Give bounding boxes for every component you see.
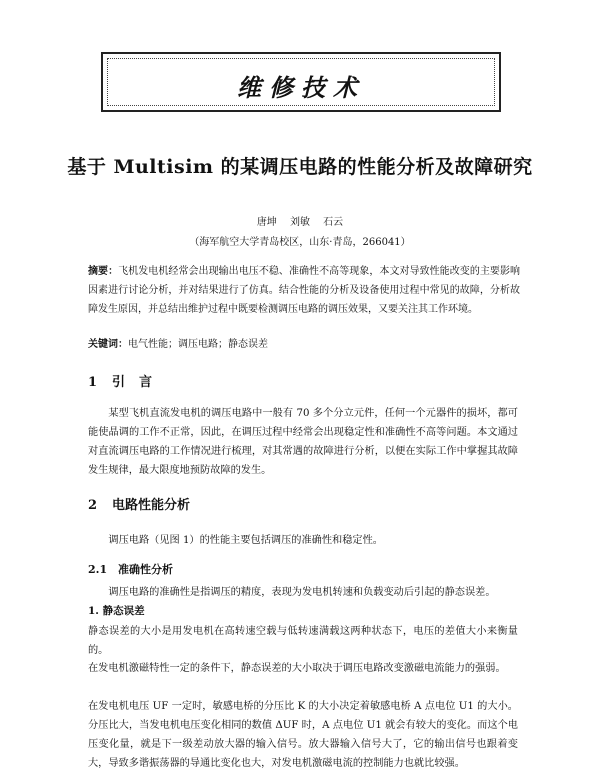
intro-paragraph: 某型飞机直流发电机的调压电路中一般有 70 多个分立元件，任何一个元器件的损坏，都可能使晶调的工作不正常，因此，在调压过程中经常会出现稳定性和准确性不高等问题。本文通过对直流调压电路的工作情况进行梳理，对其常遇的故障进行分析，以便在实际工作中掌握其故障发生规律，最大限度地预防故障的发生。: [88, 408, 518, 476]
section-title: 引言: [112, 375, 167, 390]
static-error-paragraph-2: 在发电机激磁特性一定的条件下，静态误差的大小取决于调压电路改变激磁电流能力的强弱。: [88, 663, 506, 674]
keywords: [88, 335, 520, 354]
section-banner: [101, 52, 501, 112]
abstract-label: 摘要：: [88, 266, 119, 277]
subsection-number: 2.1: [88, 563, 108, 576]
section-number: 1: [88, 375, 98, 390]
article-affiliation: （海军航空大学青岛校区，山东·青岛，266041）: [189, 237, 411, 248]
section-number: 2: [88, 498, 98, 513]
static-error-paragraph-3: 在发电机电压 UF 一定时，敏感电桥的分压比 K 的大小决定着敏感电桥 A 点电位 U1 的大小。分压比大，当发电机电压变化相同的数值 ΔUF 时，A 点电位 U1 就会有较大的变化。而这个电压变化量，就是下一级差动放大器的输入信号。放大器输入信号大了，它的输出信号也跟着变大，导致多谐振荡器的导通比变化也大，对发电机激磁电流的控制能力也就比较强。: [88, 701, 518, 769]
item-heading-static-error: 1. 静态误差: [88, 605, 145, 617]
article-authors: 唐坤 刘敏 石云: [256, 217, 344, 228]
accuracy-paragraph: 调压电路的准确性是指调压的精度，表现为发电机转速和负载变动后引起的静态误差。: [108, 587, 496, 598]
abstract-text: 飞机发电机经常会出现输出电压不稳、准确性不高等现象，本文对导致性能改变的主要影响因素进行讨论分析，并对结果进行了仿真。结合性能的分析及设备使用过程中常见的故障，分析故障发生原因，并总结出维护过程中既要检测调压电路的调压效果，又要关注其工作环境。: [88, 266, 521, 315]
article-title: 基于 Multisim 的某调压电路的性能分析及故障研究: [67, 156, 533, 178]
keywords-label: 关键词：: [88, 339, 128, 350]
section-heading-intro: [88, 371, 166, 390]
section-heading-performance: [88, 494, 190, 513]
performance-paragraph: 调压电路（见图 1）的性能主要包括调压的准确性和稳定性。: [108, 535, 383, 546]
abstract: [88, 262, 520, 319]
banner-title: 维修技术: [237, 73, 365, 102]
section-title: 电路性能分析: [112, 498, 191, 513]
keywords-text: 电气性能；调压电路；静态误差: [128, 339, 268, 350]
subsection-heading-accuracy: [88, 561, 173, 577]
subsection-title: 准确性分析: [118, 563, 173, 576]
static-error-paragraph: 静态误差的大小是用发电机在高转速空载与低转速满载这两种状态下，电压的差值大小来衡量的。: [88, 626, 518, 656]
